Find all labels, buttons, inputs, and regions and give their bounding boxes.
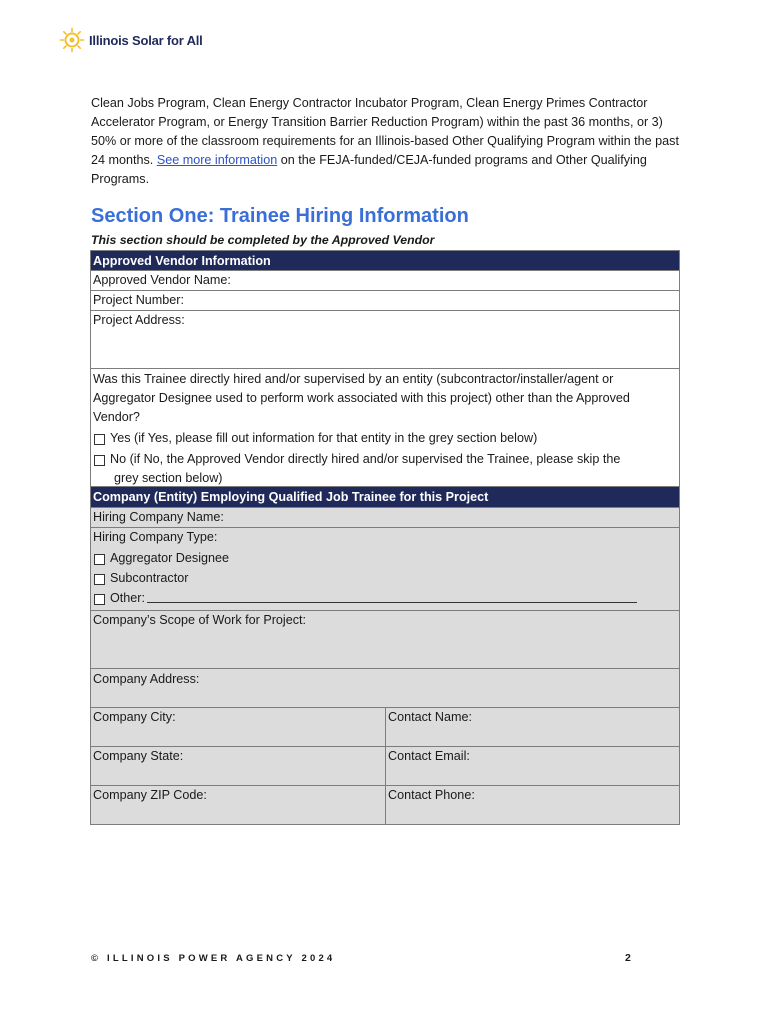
- logo-text: Illinois Solar for All: [89, 32, 203, 48]
- entity-question: Was this Trainee directly hired and/or supervised by an entity (subcontractor/installer/agent or Aggregator Designee used to perform work associated with this project) other than the Approved Vendor?: [93, 372, 630, 424]
- option-no-label-cont: grey section below): [114, 471, 223, 485]
- scope-of-work-label: Company’s Scope of Work for Project:: [93, 613, 307, 627]
- vendor-name-field[interactable]: [90, 271, 680, 291]
- sun-icon: [59, 27, 85, 53]
- intro-text-after: on the FEJA-funded/CEJA-funded programs and Other Qualifying Programs.: [91, 153, 647, 186]
- contact-email-label: Contact Email:: [388, 749, 470, 763]
- entity-question-block: [90, 369, 680, 487]
- company-address-field[interactable]: [90, 669, 680, 708]
- contact-name-label: Contact Name:: [388, 710, 472, 724]
- option-no-label: No (if No, the Approved Vendor directly hired and/or supervised the Trainee, please skip the: [110, 452, 621, 466]
- state-email-row: [90, 747, 680, 786]
- type-aggregator-designee[interactable]: [93, 549, 677, 568]
- option-yes[interactable]: [93, 429, 677, 448]
- zip-phone-row: [90, 786, 680, 825]
- option-yes-label: Yes (if Yes, please fill out information for that entity in the grey section below): [110, 431, 538, 445]
- footer-copyright: © ILLINOIS POWER AGENCY 2024: [91, 953, 336, 964]
- vendor-info-header: Approved Vendor Information: [90, 250, 680, 271]
- section-title: Section One: Trainee Hiring Information: [91, 205, 469, 227]
- intro-text-before: Clean Jobs Program, Clean Energy Contractor Incubator Program, Clean Energy Primes Contractor Accelerator Program, or Energy Transition Barrier Reduction Program) within the past 36 months, or 3) 50% or more of the classroom requirements for an Illinois-based Other Qualifying Program within the past 24 months.: [91, 96, 679, 167]
- company-zip-field[interactable]: [91, 786, 386, 824]
- type-other[interactable]: [93, 589, 677, 608]
- option-no[interactable]: [93, 450, 677, 469]
- company-city-field[interactable]: [91, 708, 386, 746]
- project-address-label: Project Address:: [93, 313, 185, 327]
- hiring-company-type-label: Hiring Company Type:: [93, 530, 218, 544]
- city-contact-row: [90, 708, 680, 747]
- hiring-company-type-block: [90, 528, 680, 611]
- intro-paragraph: [91, 94, 691, 189]
- section-subtitle: This section should be completed by the Approved Vendor: [91, 233, 435, 247]
- other-input-line[interactable]: [147, 589, 637, 603]
- company-state-field[interactable]: [91, 747, 386, 785]
- checkbox-empty-icon[interactable]: [94, 455, 105, 466]
- hiring-company-name-field[interactable]: [90, 508, 680, 528]
- contact-name-field[interactable]: [386, 708, 679, 746]
- page-number: 2: [625, 952, 631, 964]
- company-address-label: Company Address:: [93, 672, 200, 686]
- checkbox-empty-icon[interactable]: [94, 594, 105, 605]
- checkbox-empty-icon[interactable]: [94, 434, 105, 445]
- project-number-label: Project Number:: [93, 293, 184, 307]
- contact-phone-label: Contact Phone:: [388, 788, 475, 802]
- project-number-field[interactable]: [90, 291, 680, 311]
- checkbox-empty-icon[interactable]: [94, 554, 105, 565]
- logo: [59, 27, 203, 53]
- see-more-information-link[interactable]: See more information: [156, 153, 278, 167]
- type-option-label: Subcontractor: [110, 571, 189, 585]
- hiring-company-name-label: Hiring Company Name:: [93, 510, 224, 524]
- scope-of-work-field[interactable]: [90, 611, 680, 669]
- company-city-label: Company City:: [93, 710, 176, 724]
- company-zip-label: Company ZIP Code:: [93, 788, 207, 802]
- project-address-field[interactable]: [90, 311, 680, 369]
- trainee-hiring-form: [90, 250, 680, 825]
- checkbox-empty-icon[interactable]: [94, 574, 105, 585]
- type-subcontractor[interactable]: [93, 569, 677, 588]
- type-option-label: Aggregator Designee: [110, 551, 230, 565]
- company-info-header: Company (Entity) Employing Qualified Job Trainee for this Project: [90, 487, 680, 508]
- type-option-label: Other:: [110, 591, 145, 605]
- contact-email-field[interactable]: [386, 747, 679, 785]
- vendor-name-label: Approved Vendor Name:: [93, 273, 231, 287]
- contact-phone-field[interactable]: [386, 786, 679, 824]
- company-state-label: Company State:: [93, 749, 184, 763]
